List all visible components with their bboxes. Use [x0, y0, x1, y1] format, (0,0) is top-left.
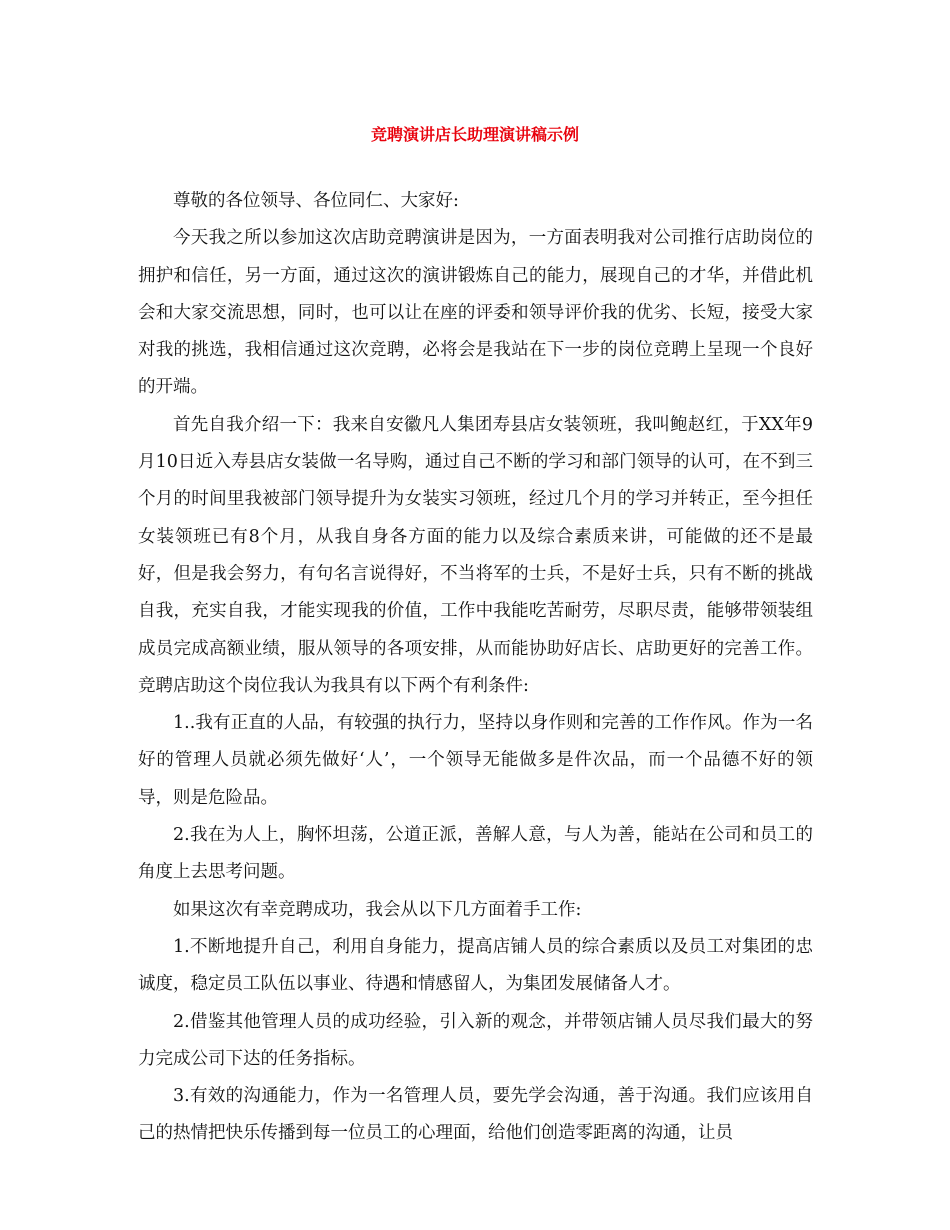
- paragraph-plan-intro: 如果这次有幸竞聘成功，我会从以下几方面着手工作:: [173, 899, 582, 920]
- paragraph-plan-2: 2.借鉴其他管理人员的成功经验，引入新的观念，并带领店铺人员尽我们最大的努力完成公司下达的任务指标。: [138, 1011, 813, 1069]
- document-body: [138, 183, 813, 1153]
- document-title: 竞聘演讲店长助理演讲稿示例: [370, 125, 579, 144]
- paragraph-self-introduction: 首先自我介绍一下：我来自安徽凡人集团寿县店女装领班，我叫鲍赵红，于XX年9月10日近入寿县店女装做一名导购，通过自己不断的学习和部门领导的认可，在不到三个月的时间里我被部门领导提升为女装实习领班，经过几个月的学习并转正，至今担任女装领班已有8个月，从我自身各方面的能力以及综合素质来讲，可能做的还不是最好，但是我会努力，有句名言说得好，不当将军的士兵，不是好士兵，只有不断的挑战自我，充实自我，才能实现我的价值，工作中我能吃苦耐劳，尽职尽责，能够带领装组成员完成高额业绩，服从领导的各项安排，从而能协助好店长、店助更好的完善工作。竞聘店助这个岗位我认为我具有以下两个有利条件:: [138, 414, 813, 696]
- paragraph-condition-1: 1..我有正直的人品，有较强的执行力，坚持以身作则和完善的工作作风。作为一名好的管理人员就必须先做好‘人’，一个领导无能做多是件次品，而一个品德不好的领导，则是危险品。: [138, 713, 813, 808]
- paragraph-condition-2: 2.我在为人上，胸怀坦荡，公道正派，善解人意，与人为善，能站在公司和员工的角度上去思考问题。: [138, 825, 813, 883]
- paragraph-plan-1: 1.不断地提升自己，利用自身能力，提高店铺人员的综合素质以及员工对集团的忠诚度，稳定员工队伍以事业、待遇和情感留人，为集团发展储备人才。: [138, 936, 813, 995]
- paragraph-greeting: 尊敬的各位领导、各位同仁、大家好:: [173, 191, 459, 211]
- paragraph-plan-3: 3.有效的沟通能力，作为一名管理人员，要先学会沟通，善于沟通。我们应该用自己的热情把快乐传播到每一位员工的心理面，给他们创造零距离的沟通，让员: [138, 1086, 813, 1144]
- paragraph-intro: 今天我之所以参加这次店助竞聘演讲是因为，一方面表明我对公司推行店助岗位的拥护和信任，另一方面，通过这次的演讲锻炼自己的能力，展现自己的才华，并借此机会和大家交流思想，同时，也可以让在座的评委和领导评价我的优劣、长短，接受大家对我的挑选，我相信通过这次竞聘，必将会是我站在下一步的岗位竞聘上呈现一个良好的开端。: [138, 228, 813, 398]
